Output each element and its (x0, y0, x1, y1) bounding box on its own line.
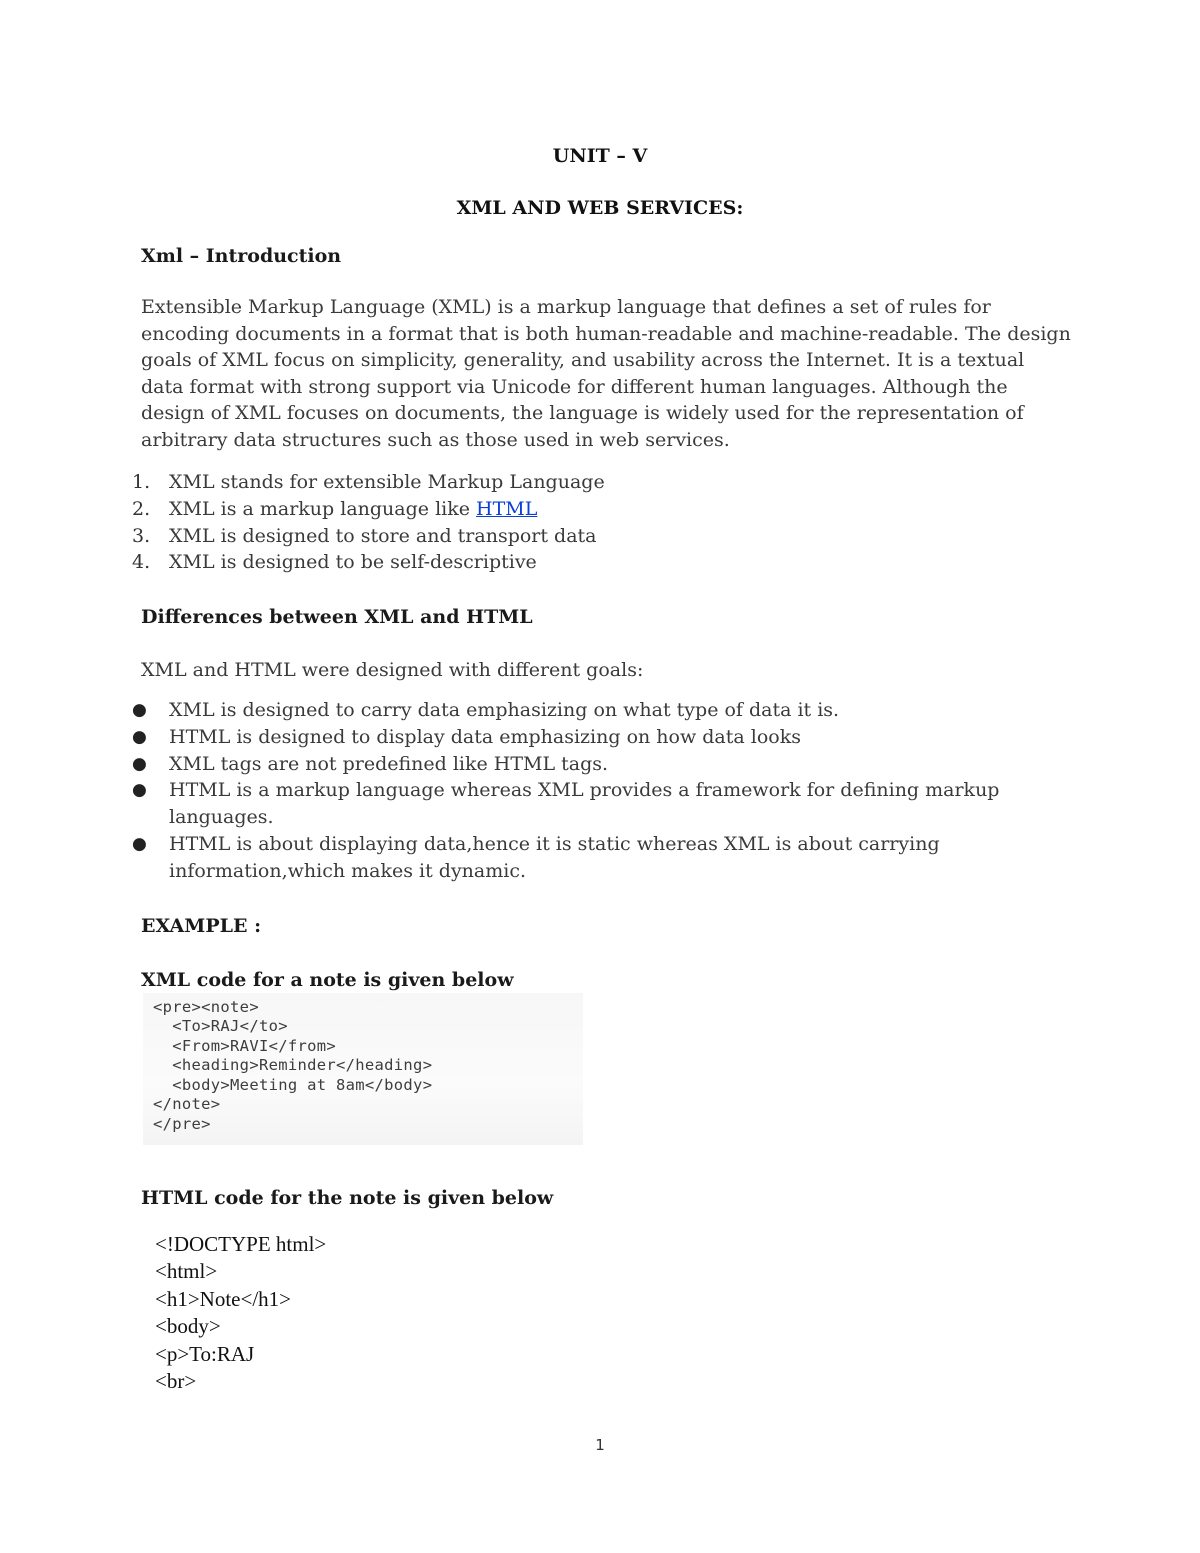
list-item-text: HTML is about displaying data,hence it is static whereas XML is about carrying (169, 832, 940, 855)
list-item (0, 549, 1200, 576)
list-item-text: information,which makes it dynamic. (169, 859, 527, 882)
intro-paragraph-line: design of XML focuses on documents, the language is widely used for the representation of (141, 402, 1024, 425)
list-item (0, 523, 1200, 550)
list-item (0, 469, 1200, 496)
xml-code-line: <body>Meeting at 8am</body> (153, 1076, 433, 1094)
list-item (0, 831, 1200, 885)
list-item-text: XML is designed to be self-descriptive (169, 551, 537, 574)
section-title: XML AND WEB SERVICES: (456, 197, 744, 219)
list-item (0, 697, 1200, 724)
intro-paragraph-line: encoding documents in a format that is both human-readable and machine-readable. The design (141, 322, 1071, 345)
bullet-icon: ● (132, 753, 147, 774)
html-code-line: <!DOCTYPE html> (155, 1232, 327, 1256)
differences-heading: Differences between XML and HTML (141, 606, 533, 628)
list-number: 4. (132, 551, 151, 574)
list-item-text: XML is designed to carry data emphasizing on what type of data it is. (169, 699, 840, 721)
intro-heading: Xml – Introduction (141, 245, 342, 267)
html-code-line: <h1>Note</h1> (155, 1286, 292, 1311)
html-code-line: <body> (155, 1314, 221, 1339)
html-code-heading: HTML code for the note is given below (141, 1187, 554, 1209)
differences-intro-text: XML and HTML were designed with different goals: (141, 659, 644, 681)
list-item-text: languages. (169, 806, 274, 829)
list-item-text: XML stands for extensible Markup Language (169, 471, 605, 493)
list-item-text: XML tags are not predefined like HTML tags. (169, 752, 609, 775)
bullet-icon: ● (132, 700, 147, 720)
intro-paragraph (141, 294, 1071, 454)
list-number: 3. (132, 524, 151, 547)
xml-code-line: <From>RAVI</from> (153, 1037, 337, 1055)
bullet-icon: ● (132, 833, 147, 854)
example-heading: EXAMPLE : (141, 915, 262, 937)
xml-code-line: <To>RAJ</to> (153, 1017, 288, 1035)
differences-list (0, 697, 1200, 885)
list-item (0, 777, 1200, 831)
list-number: 2. (132, 497, 151, 520)
differences-intro (141, 657, 1071, 684)
list-item-text: HTML is designed to display data emphasizing on how data looks (169, 725, 801, 748)
list-item-text: HTML is a markup language whereas XML provides a framework for defining markup (169, 779, 1000, 802)
intro-paragraph-line: Extensible Markup Language (XML) is a markup language that defines a set of rules for (141, 296, 991, 318)
xml-code-line: <pre><note> (153, 998, 259, 1016)
list-item (0, 751, 1200, 778)
html-code-line: <p>To:RAJ (155, 1341, 255, 1366)
xml-code-line: <heading>Reminder</heading> (153, 1056, 433, 1074)
list-item-text: XML is a markup language like (169, 497, 477, 520)
numbered-list (0, 469, 1200, 576)
intro-paragraph-line: arbitrary data structures such as those used in web services. (141, 428, 730, 451)
xml-code-line: </note> (153, 1095, 221, 1113)
page-number: 1 (595, 1436, 605, 1454)
xml-code-line: </pre> (153, 1115, 211, 1133)
intro-paragraph-line: data format with strong support via Unicode for different human languages. Although the (141, 375, 1008, 398)
html-link[interactable]: HTML (476, 497, 538, 520)
list-number: 1. (132, 471, 151, 493)
list-item (0, 724, 1200, 751)
unit-title: UNIT – V (552, 145, 648, 167)
list-item-text: XML is designed to store and transport data (169, 524, 597, 547)
xml-code-heading: XML code for a note is given below (141, 969, 514, 991)
html-code-line: <html> (155, 1259, 218, 1284)
html-code-block (155, 1231, 326, 1395)
list-item (0, 496, 1200, 523)
intro-paragraph-line: goals of XML focus on simplicity, generality, and usability across the Internet. It is a textual (141, 349, 1025, 372)
html-code-line: <br> (155, 1369, 197, 1394)
bullet-icon: ● (132, 726, 147, 747)
bullet-icon: ● (132, 780, 147, 801)
xml-code-image (143, 993, 583, 1145)
